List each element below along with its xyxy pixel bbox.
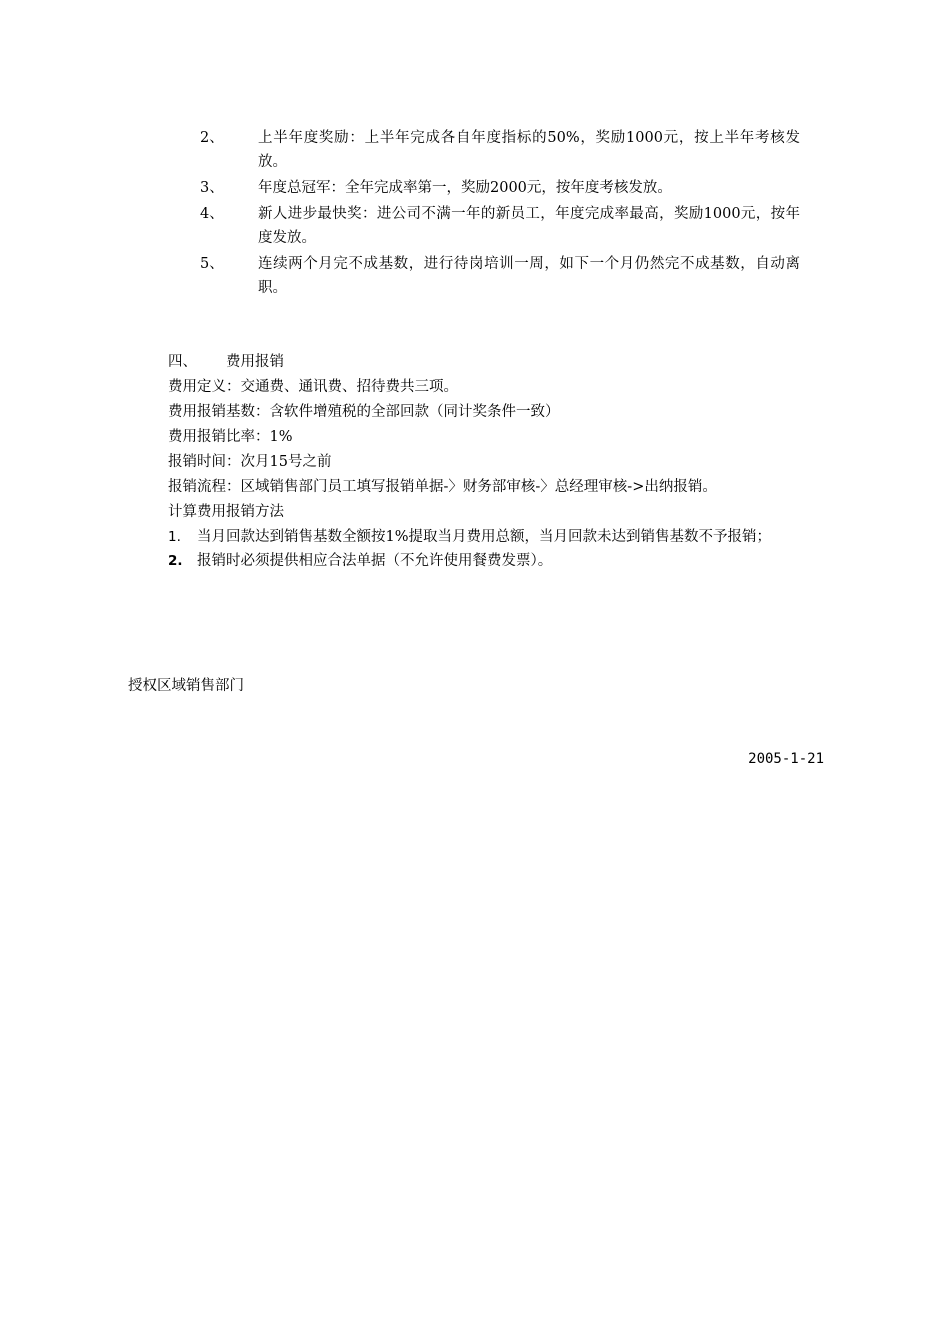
list-item-text: 连续两个月完不成基数，进行待岗培训一周，如下一个月仍然完不成基数，自动离职。	[258, 256, 800, 296]
expense-time: 报销时间：次月15号之前	[168, 454, 332, 470]
list-item	[168, 549, 808, 573]
section-heading	[168, 350, 808, 375]
list-item-number: 1.	[168, 529, 181, 545]
expense-section	[168, 350, 808, 573]
rewards-list	[200, 126, 800, 302]
document-date: 2005-1-21	[748, 751, 824, 767]
list-item-text: 新人进步最快奖：进公司不满一年的新员工，年度完成率最高，奖励1000元，按年度发放。	[258, 206, 800, 246]
list-item-text: 当月回款达到销售基数全额按1%提取当月费用总额，当月回款未达到销售基数不予报销；	[197, 529, 771, 545]
list-item-text: 上半年度奖励：上半年完成各自年度指标的50%，奖励1000元，按上半年考核发放。	[258, 130, 800, 170]
list-item-text: 年度总冠军：全年完成率第一，奖励2000元，按年度考核发放。	[258, 180, 672, 196]
method-list	[168, 525, 808, 573]
list-item-text: 报销时必须提供相应合法单据（不允许使用餐费发票）。	[197, 553, 553, 569]
section-number: 四、	[168, 354, 197, 370]
list-item-number: 2.	[168, 553, 183, 569]
expense-definition: 费用定义：交通费、通讯费、招待费共三项。	[168, 379, 458, 395]
list-item	[168, 525, 808, 549]
expense-ratio: 费用报销比率：1%	[168, 429, 293, 445]
list-item	[200, 176, 800, 200]
list-item	[200, 202, 800, 250]
list-item-number: 2、	[200, 130, 224, 146]
list-item-number: 5、	[200, 256, 224, 272]
list-item	[200, 126, 800, 174]
expense-process: 报销流程：区域销售部门员工填写报销单据-〉财务部审核-〉总经理审核->出纳报销。	[168, 479, 717, 495]
list-item	[200, 252, 800, 300]
expense-base: 费用报销基数：含软件增殖税的全部回款（同计奖条件一致）	[168, 404, 560, 420]
list-item-number: 3、	[200, 180, 224, 196]
signature: 授权区域销售部门	[128, 678, 244, 694]
method-title: 计算费用报销方法	[168, 504, 284, 520]
list-item-number: 4、	[200, 206, 224, 222]
section-title: 费用报销	[226, 354, 284, 370]
